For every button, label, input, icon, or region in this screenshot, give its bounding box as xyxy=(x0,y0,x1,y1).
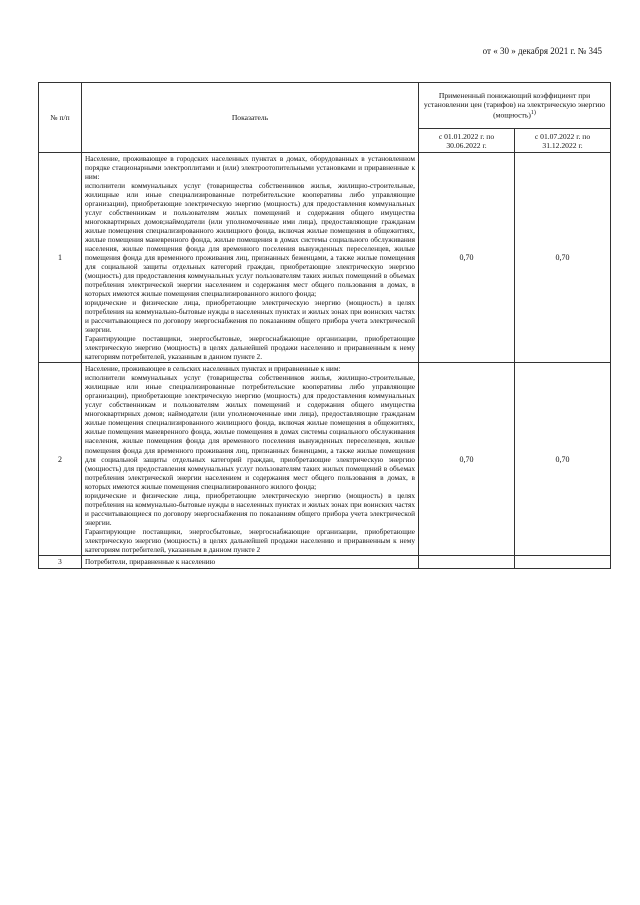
table-row xyxy=(39,153,611,363)
header-coefficient xyxy=(419,83,611,129)
row-paragraph: Потребители, приравненные к населению xyxy=(85,557,216,567)
header-number: № п/п xyxy=(39,83,82,153)
row-paragraph: Гарантирующие поставщики, энергосбытовые, энергоснабжающие организации, приобретающие электрическую энергию (мощность) в целях дальнейшей продажи населению и приравненным к нему категориям потребителей, указанным в данном пункте 2 xyxy=(85,526,415,554)
row-paragraph: Население, проживающее в сельских населенных пунктах и приравненные к ним: xyxy=(85,364,341,374)
row-value-period-2 xyxy=(515,555,611,568)
header-coefficient-text: Примененный понижающий коэффициент при установлении цен (тарифов) на электрическую энергию (мощность) xyxy=(423,91,606,120)
header-footnote: 1) xyxy=(530,110,536,117)
row-number: 1 xyxy=(39,153,82,363)
row-description xyxy=(82,153,419,363)
row-paragraph: исполнители коммунальных услуг (товарищества собственников жилья, жилищно-строительные, жилищные или иные специализированные потребительские кооперативы либо управляющие организации), приобретающие электрическую энергию (мощность) для предоставления коммунальных услуг собственникам и пользователям жилых помещений и содержания общего имущества многоквартирных домов;наймодатели (или уполномоченные ими лица), предоставляющие гражданам жилые помещения специализированного жилищного фонда, включая жилые помещения в общежитиях, жилые помещения маневренного фонда, жилые помещения в домах системы социального обслуживания населения, жилые помещения фонда для временного поселения вынужденных переселенцев, жилые помещения фонда для временного проживания лиц, признанных беженцами, а также жилые помещения для социальной защиты отдельных категорий граждан, приобретающие электрическую энергию (мощность) для предоставления коммунальных услуг пользователям таких жилых помещений в объемах потребления электрической энергии населением и содержания мест общего пользования в домах, в которых имеются жилые помещения специализированного жилого фонда; xyxy=(85,181,415,299)
row-description xyxy=(82,363,419,555)
row-number: 2 xyxy=(39,363,82,555)
header-period-2: с 01.07.2022 г. по 31.12.2022 г. xyxy=(515,129,611,153)
document-reference: от « 30 » декабря 2021 г. № 345 xyxy=(482,46,602,56)
row-paragraph: исполнители коммунальных услуг (товарищества собственников жилья, жилищно-строительные, жилищные или иные специализированные потребительские кооперативы либо управляющие организации), приобретающие электрическую энергию (мощность) для предоставления коммунальных услуг собственникам и пользователям жилых помещений и содержания общего имущества многоквартирных домов; наймодатели (или уполномоченные ими лица), предоставляющие гражданам жилые помещения специализированного жилищного фонда, включая жилые помещения в общежитиях, жилые помещения маневренного фонда, жилые помещения в домах системы социального обслуживания населения, жилые помещения фонда для временного поселения вынужденных переселенцев, жилые помещения фонда для временного проживания лиц, признанных беженцами, а также жилые помещения для социальной защиты отдельных категорий граждан, приобретающие электрическую энергию (мощность) для предоставления коммунальных услуг пользователям таких жилых помещений в объемах потребления электрической энергии населением и содержания мест общего пользования в домах, в которых имеются жилые помещения специализированного жилого фонда; xyxy=(85,373,415,491)
row-paragraph: юридические и физические лица, приобретающие электрическую энергию (мощность) в целях потребления на коммунально-бытовые нужды в населенных пунктах и жилых зонах при воинских частях и рассчитывающиеся по договору энергоснабжения по показаниям общего прибора учета электрической энергии. xyxy=(85,490,415,527)
row-value-period-1: 0,70 xyxy=(419,363,515,555)
row-paragraph: юридические и физические лица, приобретающие электрическую энергию (мощность) в целях потребления на коммунально-бытовые нужды в населенных пунктах и жилых зонах при воинских частях и рассчитывающиеся по договору энергоснабжения по показаниям общего прибора учета электрической энергии. xyxy=(85,298,415,335)
row-number: 3 xyxy=(39,555,82,568)
coefficient-table xyxy=(38,82,611,569)
table-row xyxy=(39,555,611,568)
row-paragraph: Население, проживающее в городских населенных пунктах в домах, оборудованных в установленном порядке стационарными электроплитами и (или) электроотопительными установками и приравненные к ним: xyxy=(85,154,415,182)
row-value-period-1 xyxy=(419,555,515,568)
row-value-period-1: 0,70 xyxy=(419,153,515,363)
header-period-1: с 01.01.2022 г. по 30.06.2022 г. xyxy=(419,129,515,153)
table-row xyxy=(39,363,611,555)
header-indicator: Показатель xyxy=(82,83,419,153)
row-value-period-2: 0,70 xyxy=(515,363,611,555)
row-description xyxy=(82,555,419,568)
row-value-period-2: 0,70 xyxy=(515,153,611,363)
row-paragraph: Гарантирующие поставщики, энергосбытовые, энергоснабжающие организации, приобретающие электрическую энергию (мощность) в целях дальнейшей продажи населению и приравненным к нему категориям потребителей, указанным в данном пункте 2. xyxy=(85,334,415,362)
